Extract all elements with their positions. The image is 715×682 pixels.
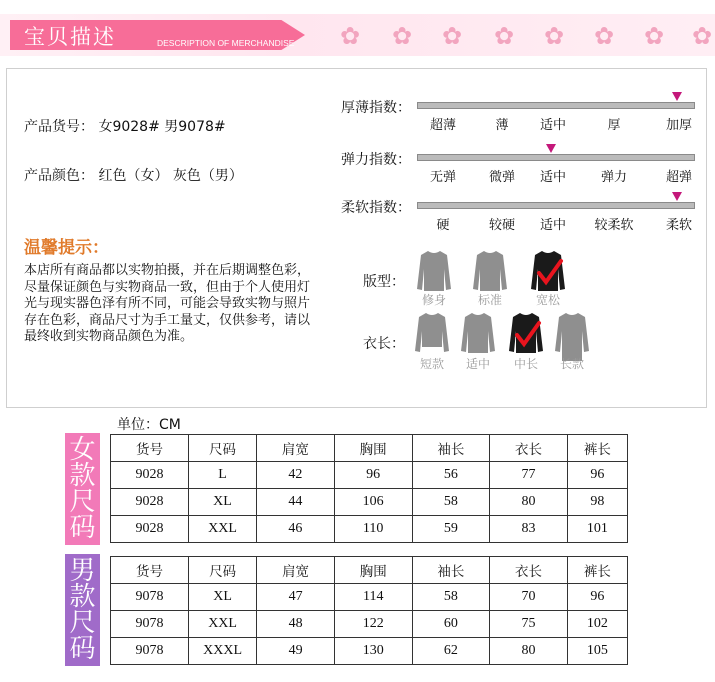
side-label-char: 尺: [69, 487, 96, 517]
index-tick-label: 柔软: [665, 218, 693, 233]
table-cell: XL: [188, 584, 256, 611]
table-cell: 110: [334, 516, 412, 543]
column-header: 货号: [111, 557, 189, 584]
banner-subtitle: DESCRIPTION OF MERCHANDISE: [157, 38, 295, 48]
shirt-selected-icon: [530, 249, 566, 293]
table-cell: 60: [412, 611, 490, 638]
column-header: 肩宽: [257, 435, 335, 462]
table-cell: XXL: [188, 516, 256, 543]
table-cell: 77: [490, 462, 568, 489]
index-tick-label: 薄: [495, 118, 509, 133]
table-cell: 114: [334, 584, 412, 611]
table-cell: L: [188, 462, 256, 489]
table-cell: 47: [257, 584, 335, 611]
index-bar: [417, 102, 695, 109]
table-cell: 9078: [111, 611, 189, 638]
product-info-panel: [6, 68, 707, 408]
banner-title: 宝贝描述: [24, 25, 116, 49]
side-label-char: 码: [69, 513, 96, 543]
table-cell: 58: [412, 584, 490, 611]
column-header: 尺码: [188, 435, 256, 462]
flower-icon: ✿: [544, 22, 565, 50]
column-header: 袖长: [412, 435, 490, 462]
table-cell: XL: [188, 489, 256, 516]
index-bar: [417, 202, 695, 209]
table-cell: 58: [412, 489, 490, 516]
fit-option-label: 宽松: [535, 293, 561, 307]
column-header: 衣长: [490, 557, 568, 584]
table-cell: 44: [257, 489, 335, 516]
product-color-label: 产品颜色：: [24, 168, 94, 184]
header-banner: [0, 14, 715, 56]
fit-option-label: 标准: [477, 293, 503, 307]
column-header: 裤长: [567, 557, 627, 584]
table-cell: 80: [490, 638, 568, 665]
side-label-char: 男: [69, 556, 96, 586]
index-marker: [672, 92, 682, 101]
flower-icon: ✿: [692, 22, 713, 50]
table-cell: 105: [567, 638, 627, 665]
length-option-label: 短款: [419, 357, 445, 371]
tips-text: 本店所有商品都以实物拍摄，并在后期调整色彩，尽量保证颜色与实物商品一致，但由于个人使用灯光与现实器色泽有所不同，可能会导致实物与照片存在色彩，商品尺寸为手工量丈，仅供参考，请以最终收到实物商品颜色为准。: [24, 263, 311, 344]
table-cell: 101: [567, 516, 627, 543]
women-size-label: [65, 433, 100, 545]
index-tick-label: 适中: [539, 170, 567, 185]
table-cell: 122: [334, 611, 412, 638]
table-cell: 9078: [111, 584, 189, 611]
column-header: 胸围: [334, 557, 412, 584]
fit-option-label: 修身: [421, 293, 447, 307]
table-cell: 96: [567, 462, 627, 489]
product-color-value: 红色（女） 灰色（男）: [98, 168, 243, 184]
women-size-table: [110, 434, 628, 543]
table-cell: 62: [412, 638, 490, 665]
table-row: [111, 611, 628, 638]
index-tick-label: 较硬: [488, 218, 516, 233]
side-label-char: 款: [69, 582, 96, 612]
length-label: 衣长：: [363, 336, 405, 352]
column-header: 胸围: [334, 435, 412, 462]
table-cell: 83: [490, 516, 568, 543]
tips-title: 温馨提示：: [24, 238, 109, 258]
flower-icon: ✿: [392, 22, 413, 50]
table-cell: 48: [257, 611, 335, 638]
shirt-icon: [460, 311, 496, 355]
flower-icon: ✿: [442, 22, 463, 50]
shirt-icon: [472, 249, 508, 293]
table-cell: 98: [567, 489, 627, 516]
product-code-value: 女9028# 男9078#: [98, 119, 226, 135]
index-label: 柔软指数：: [341, 200, 411, 216]
table-cell: 70: [490, 584, 568, 611]
table-cell: 102: [567, 611, 627, 638]
column-header: 尺码: [188, 557, 256, 584]
column-header: 裤长: [567, 435, 627, 462]
table-row: [111, 584, 628, 611]
column-header: 货号: [111, 435, 189, 462]
table-row: [111, 462, 628, 489]
length-option-label: 长款: [559, 357, 585, 371]
table-cell: 9028: [111, 462, 189, 489]
index-tick-label: 适中: [539, 118, 567, 133]
index-tick-label: 硬: [436, 218, 450, 233]
table-row: [111, 516, 628, 543]
side-label-char: 码: [69, 634, 96, 664]
index-marker: [546, 144, 556, 153]
men-size-label: [65, 554, 100, 666]
table-row: [111, 489, 628, 516]
table-cell: XXL: [188, 611, 256, 638]
table-cell: 130: [334, 638, 412, 665]
product-code: [24, 116, 226, 136]
table-cell: 49: [257, 638, 335, 665]
table-header-row: [111, 557, 628, 584]
table-cell: 96: [567, 584, 627, 611]
index-label: 厚薄指数：: [341, 100, 411, 116]
index-tick-label: 弹力: [600, 170, 628, 185]
side-label-char: 女: [69, 435, 96, 465]
unit-label: 单位：CM: [117, 417, 181, 433]
shirt-icon: [416, 249, 452, 293]
table-cell: 56: [412, 462, 490, 489]
index-tick-label: 厚: [607, 118, 621, 133]
side-label-char: 尺: [69, 608, 96, 638]
index-bar: [417, 154, 695, 161]
flower-icon: ✿: [644, 22, 665, 50]
column-header: 肩宽: [257, 557, 335, 584]
shirt-icon: [554, 311, 590, 355]
table-cell: XXXL: [188, 638, 256, 665]
table-cell: 9078: [111, 638, 189, 665]
index-tick-label: 超弹: [665, 170, 693, 185]
table-header-row: [111, 435, 628, 462]
product-code-label: 产品货号：: [24, 119, 94, 135]
table-cell: 75: [490, 611, 568, 638]
side-label-char: 款: [69, 461, 96, 491]
shirt-icon: [414, 311, 450, 355]
table-cell: 46: [257, 516, 335, 543]
table-cell: 9028: [111, 489, 189, 516]
product-color: [24, 165, 243, 185]
table-cell: 42: [257, 462, 335, 489]
index-tick-label: 微弹: [488, 170, 516, 185]
index-tick-label: 较柔软: [594, 218, 634, 233]
length-option-label: 中长: [513, 357, 539, 371]
table-cell: 9028: [111, 516, 189, 543]
table-cell: 80: [490, 489, 568, 516]
table-cell: 96: [334, 462, 412, 489]
index-marker: [672, 192, 682, 201]
flower-icon: ✿: [494, 22, 515, 50]
men-size-table: [110, 556, 628, 665]
index-tick-label: 适中: [539, 218, 567, 233]
index-tick-label: 无弹: [429, 170, 457, 185]
length-option-label: 适中: [465, 357, 491, 371]
index-tick-label: 加厚: [665, 118, 693, 133]
table-row: [111, 638, 628, 665]
flower-icon: ✿: [594, 22, 615, 50]
index-tick-label: 超薄: [429, 118, 457, 133]
column-header: 衣长: [490, 435, 568, 462]
index-label: 弹力指数：: [341, 152, 411, 168]
flower-icon: ✿: [340, 22, 361, 50]
column-header: 袖长: [412, 557, 490, 584]
table-cell: 59: [412, 516, 490, 543]
fit-label: 版型：: [363, 274, 405, 290]
table-cell: 106: [334, 489, 412, 516]
shirt-selected-icon: [508, 311, 544, 355]
